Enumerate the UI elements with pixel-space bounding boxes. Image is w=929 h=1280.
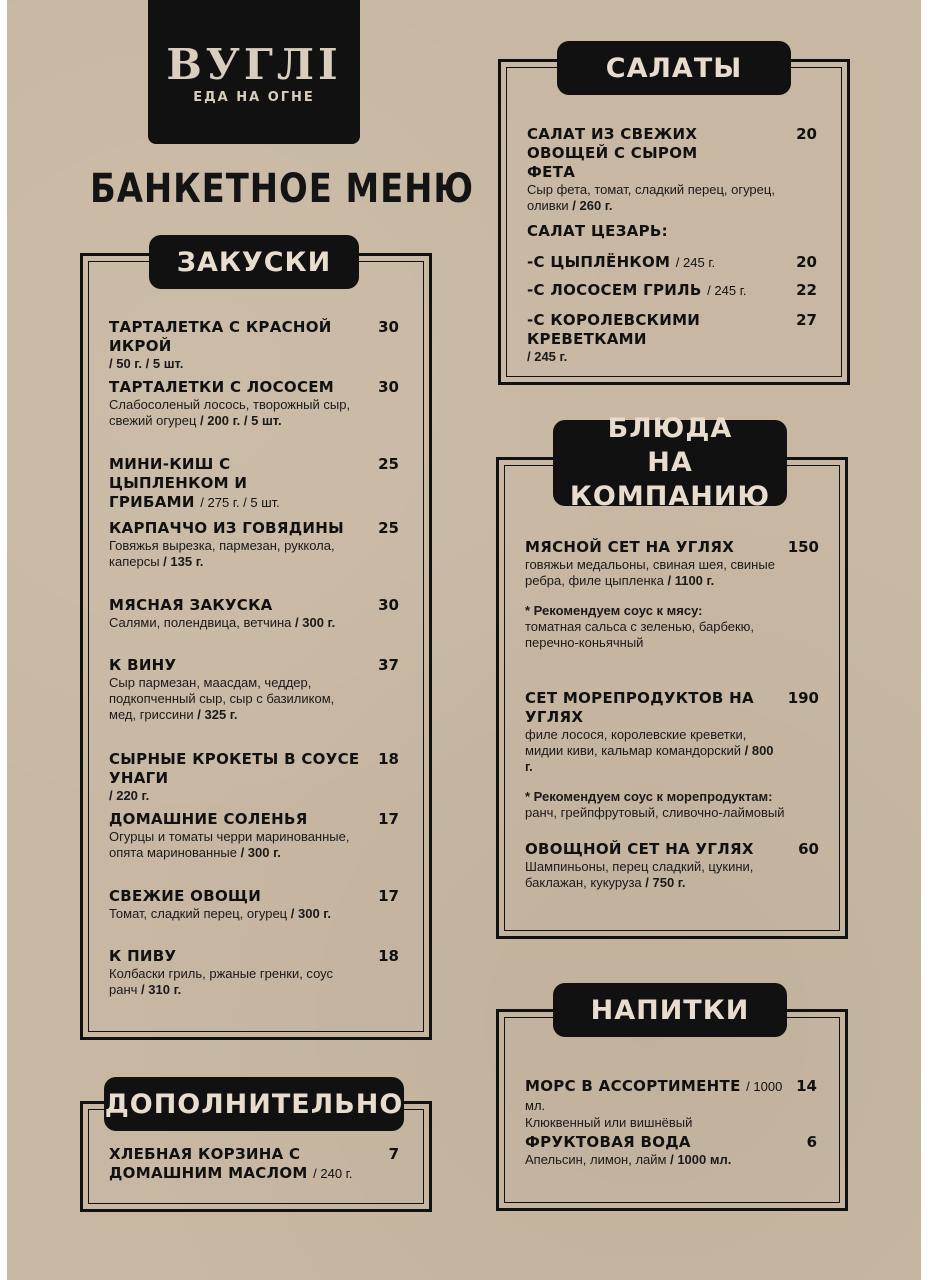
item-name: ХЛЕБНАЯ КОРЗИНА С ДОМАШНИМ МАСЛОМ <box>109 1145 308 1182</box>
item-desc: Томат, сладкий перец, огурец <box>109 906 288 921</box>
item-price: 37 <box>378 656 399 674</box>
item-desc: Огурцы и томаты черри маринованные, опята маринованные <box>109 829 350 860</box>
item-price: 18 <box>378 750 399 768</box>
item-weight: / 240 г. <box>313 1166 353 1181</box>
item-note-text: томатная сальса с зеленью, барбекю, перечно-коньячный <box>525 619 755 650</box>
item-price: 7 <box>388 1145 399 1163</box>
item-name: К ВИНУ <box>109 656 177 674</box>
item-price: 190 <box>787 689 819 707</box>
item-price: 60 <box>798 840 819 858</box>
option-name: -С ЦЫПЛЁНКОМ <box>527 253 671 271</box>
item-price: 30 <box>378 318 399 336</box>
menu-item <box>109 887 399 922</box>
dopolnitelno-heading: ДОПОЛНИТЕЛЬНО <box>104 1077 404 1131</box>
item-desc: Говяжья вырезка, пармезан, руккола, каперсы <box>109 538 335 569</box>
item-name: ФРУКТОВАЯ ВОДА <box>525 1133 691 1151</box>
item-price: 18 <box>378 947 399 965</box>
item-desc: Сыр фета, томат, сладкий перец, огурец, оливки <box>527 182 775 213</box>
item-weight: / 200 г. / 5 шт. <box>200 413 282 428</box>
item-desc: Колбаски гриль, ржаные гренки, соус ранч <box>109 966 334 997</box>
item-name: ТАРТАЛЕТКА С КРАСНОЙ ИКРОЙ <box>109 318 332 355</box>
item-desc: Шампиньоны, перец сладкий, цукини, баклажан, кукуруза <box>525 859 754 890</box>
item-desc: Сыр пармезан, маасдам, чеддер, подкопченный сыр, сыр с базиликом, мед, гриссини <box>109 675 335 722</box>
menu-item <box>109 750 399 804</box>
option-weight: / 245 г. <box>527 349 568 364</box>
item-name: К ПИВУ <box>109 947 177 965</box>
item-name: ДОМАШНИЕ СОЛЕНЬЯ <box>109 810 308 828</box>
item-price: 30 <box>378 596 399 614</box>
item-weight: / 325 г. <box>197 707 238 722</box>
item-price: 150 <box>787 538 819 556</box>
item-weight: / 300 г. <box>295 615 336 630</box>
item-name: ТАРТАЛЕТКИ С ЛОСОСЕМ <box>109 378 335 396</box>
caesar-option <box>527 253 817 272</box>
item-note-text: ранч, грейпфрутовый, сливочно-лаймовый <box>525 805 785 820</box>
item-price: 17 <box>378 810 399 828</box>
salaty-heading: САЛАТЫ <box>557 41 791 95</box>
brand-tagline: ЕДА НА ОГНЕ <box>193 90 315 105</box>
page-title: БАНКЕТНОЕ МЕНЮ <box>90 166 475 212</box>
item-weight: / 275 г. / 5 шт. <box>200 495 280 510</box>
kompaniya-heading-line2: НА КОМПАНИЮ <box>569 447 771 512</box>
item-weight: / 1100 г. <box>667 573 715 588</box>
item-note-title: * Рекомендуем соус к морепродуктам: <box>525 789 773 804</box>
item-weight: / 260 г. <box>572 198 613 213</box>
item-weight: / 1000 мл. <box>670 1152 732 1167</box>
item-desc: говяжьи медальоны, свиная шея, свиные ребра, филе цыпленка <box>525 557 775 588</box>
menu-item <box>525 840 819 891</box>
item-price: 20 <box>796 125 817 143</box>
item-price: 17 <box>378 887 399 905</box>
item-name: СЫРНЫЕ КРОКЕТЫ В СОУСЕ УНАГИ <box>109 750 360 787</box>
brand-name: ВУГЛІ <box>166 40 342 89</box>
item-note-title: * Рекомендуем соус к мясу: <box>525 603 703 618</box>
menu-item <box>109 519 399 570</box>
item-name: СЕТ МОРЕПРОДУКТОВ НА УГЛЯХ <box>525 689 754 726</box>
option-price: 20 <box>796 253 817 271</box>
option-weight: / 245 г. <box>707 283 747 298</box>
item-weight: / 750 г. <box>645 875 686 890</box>
item-name: МОРС В АССОРТИМЕНТЕ <box>525 1077 741 1095</box>
item-desc: филе лосося, королевские креветки, мидии киви, кальмар командорский <box>525 727 747 758</box>
option-price: 22 <box>796 281 817 299</box>
option-name: -С КОРОЛЕВСКИМИ КРЕВЕТКАМИ <box>527 311 701 348</box>
item-price: 30 <box>378 378 399 396</box>
item-name: СВЕЖИЕ ОВОЩИ <box>109 887 262 905</box>
menu-item <box>109 810 399 861</box>
kompaniya-heading-line1: БЛЮДА <box>607 413 733 444</box>
item-price: 6 <box>806 1133 817 1151</box>
item-name: САЛАТ ЦЕЗАРЬ: <box>527 222 668 240</box>
item-price: 25 <box>378 519 399 537</box>
option-weight: / 245 г. <box>675 255 716 270</box>
item-weight: / 1000 мл. <box>525 1079 783 1113</box>
menu-item <box>525 1133 817 1168</box>
kompaniya-heading <box>553 413 787 512</box>
menu-item <box>109 318 399 372</box>
item-name: САЛАТ ИЗ СВЕЖИХ ОВОЩЕЙ С СЫРОМ ФЕТА <box>527 125 698 181</box>
item-desc: Клюквенный или вишнёвый <box>525 1115 693 1130</box>
zakuski-heading: ЗАКУСКИ <box>149 235 359 289</box>
menu-item <box>525 1077 817 1131</box>
item-weight: / 300 г. <box>240 845 281 860</box>
menu-item <box>109 378 399 429</box>
item-desc: Салями, полендвица, ветчина <box>109 615 292 630</box>
caesar-option <box>527 281 817 300</box>
item-name: ОВОЩНОЙ СЕТ НА УГЛЯХ <box>525 840 754 858</box>
item-weight: / 135 г. <box>163 554 204 569</box>
menu-item <box>109 947 399 998</box>
caesar-heading <box>527 222 817 241</box>
menu-item <box>109 455 399 512</box>
item-weight: / 300 г. <box>290 906 332 921</box>
napitki-heading: НАПИТКИ <box>553 983 787 1037</box>
item-weight: / 220 г. <box>109 788 150 803</box>
item-desc: Апельсин, лимон, лайм <box>525 1152 667 1167</box>
item-name: КАРПАЧЧО ИЗ ГОВЯДИНЫ <box>109 519 344 537</box>
brand-logo <box>148 0 360 144</box>
item-weight: / 310 г. <box>141 982 182 997</box>
item-price: 14 <box>796 1077 817 1095</box>
item-name: МЯСНОЙ СЕТ НА УГЛЯХ <box>525 538 735 556</box>
caesar-option <box>527 311 817 365</box>
menu-item <box>109 596 399 631</box>
item-weight: / 800 г. <box>525 743 774 774</box>
item-desc: Слабосоленый лосось, творожный сыр, свежий огурец <box>109 397 351 428</box>
item-name: МИНИ-КИШ С ЦЫПЛЕНКОМ И ГРИБАМИ <box>109 455 248 511</box>
item-weight: / 50 г. / 5 шт. <box>109 356 184 371</box>
option-name: -С ЛОСОСЕМ ГРИЛЬ <box>527 281 702 299</box>
menu-item <box>525 689 819 821</box>
item-price: 25 <box>378 455 399 473</box>
menu-item <box>527 125 817 214</box>
menu-item <box>109 656 399 723</box>
menu-item <box>525 538 819 651</box>
option-price: 27 <box>796 311 817 329</box>
menu-item <box>109 1145 399 1183</box>
item-name: МЯСНАЯ ЗАКУСКА <box>109 596 273 614</box>
